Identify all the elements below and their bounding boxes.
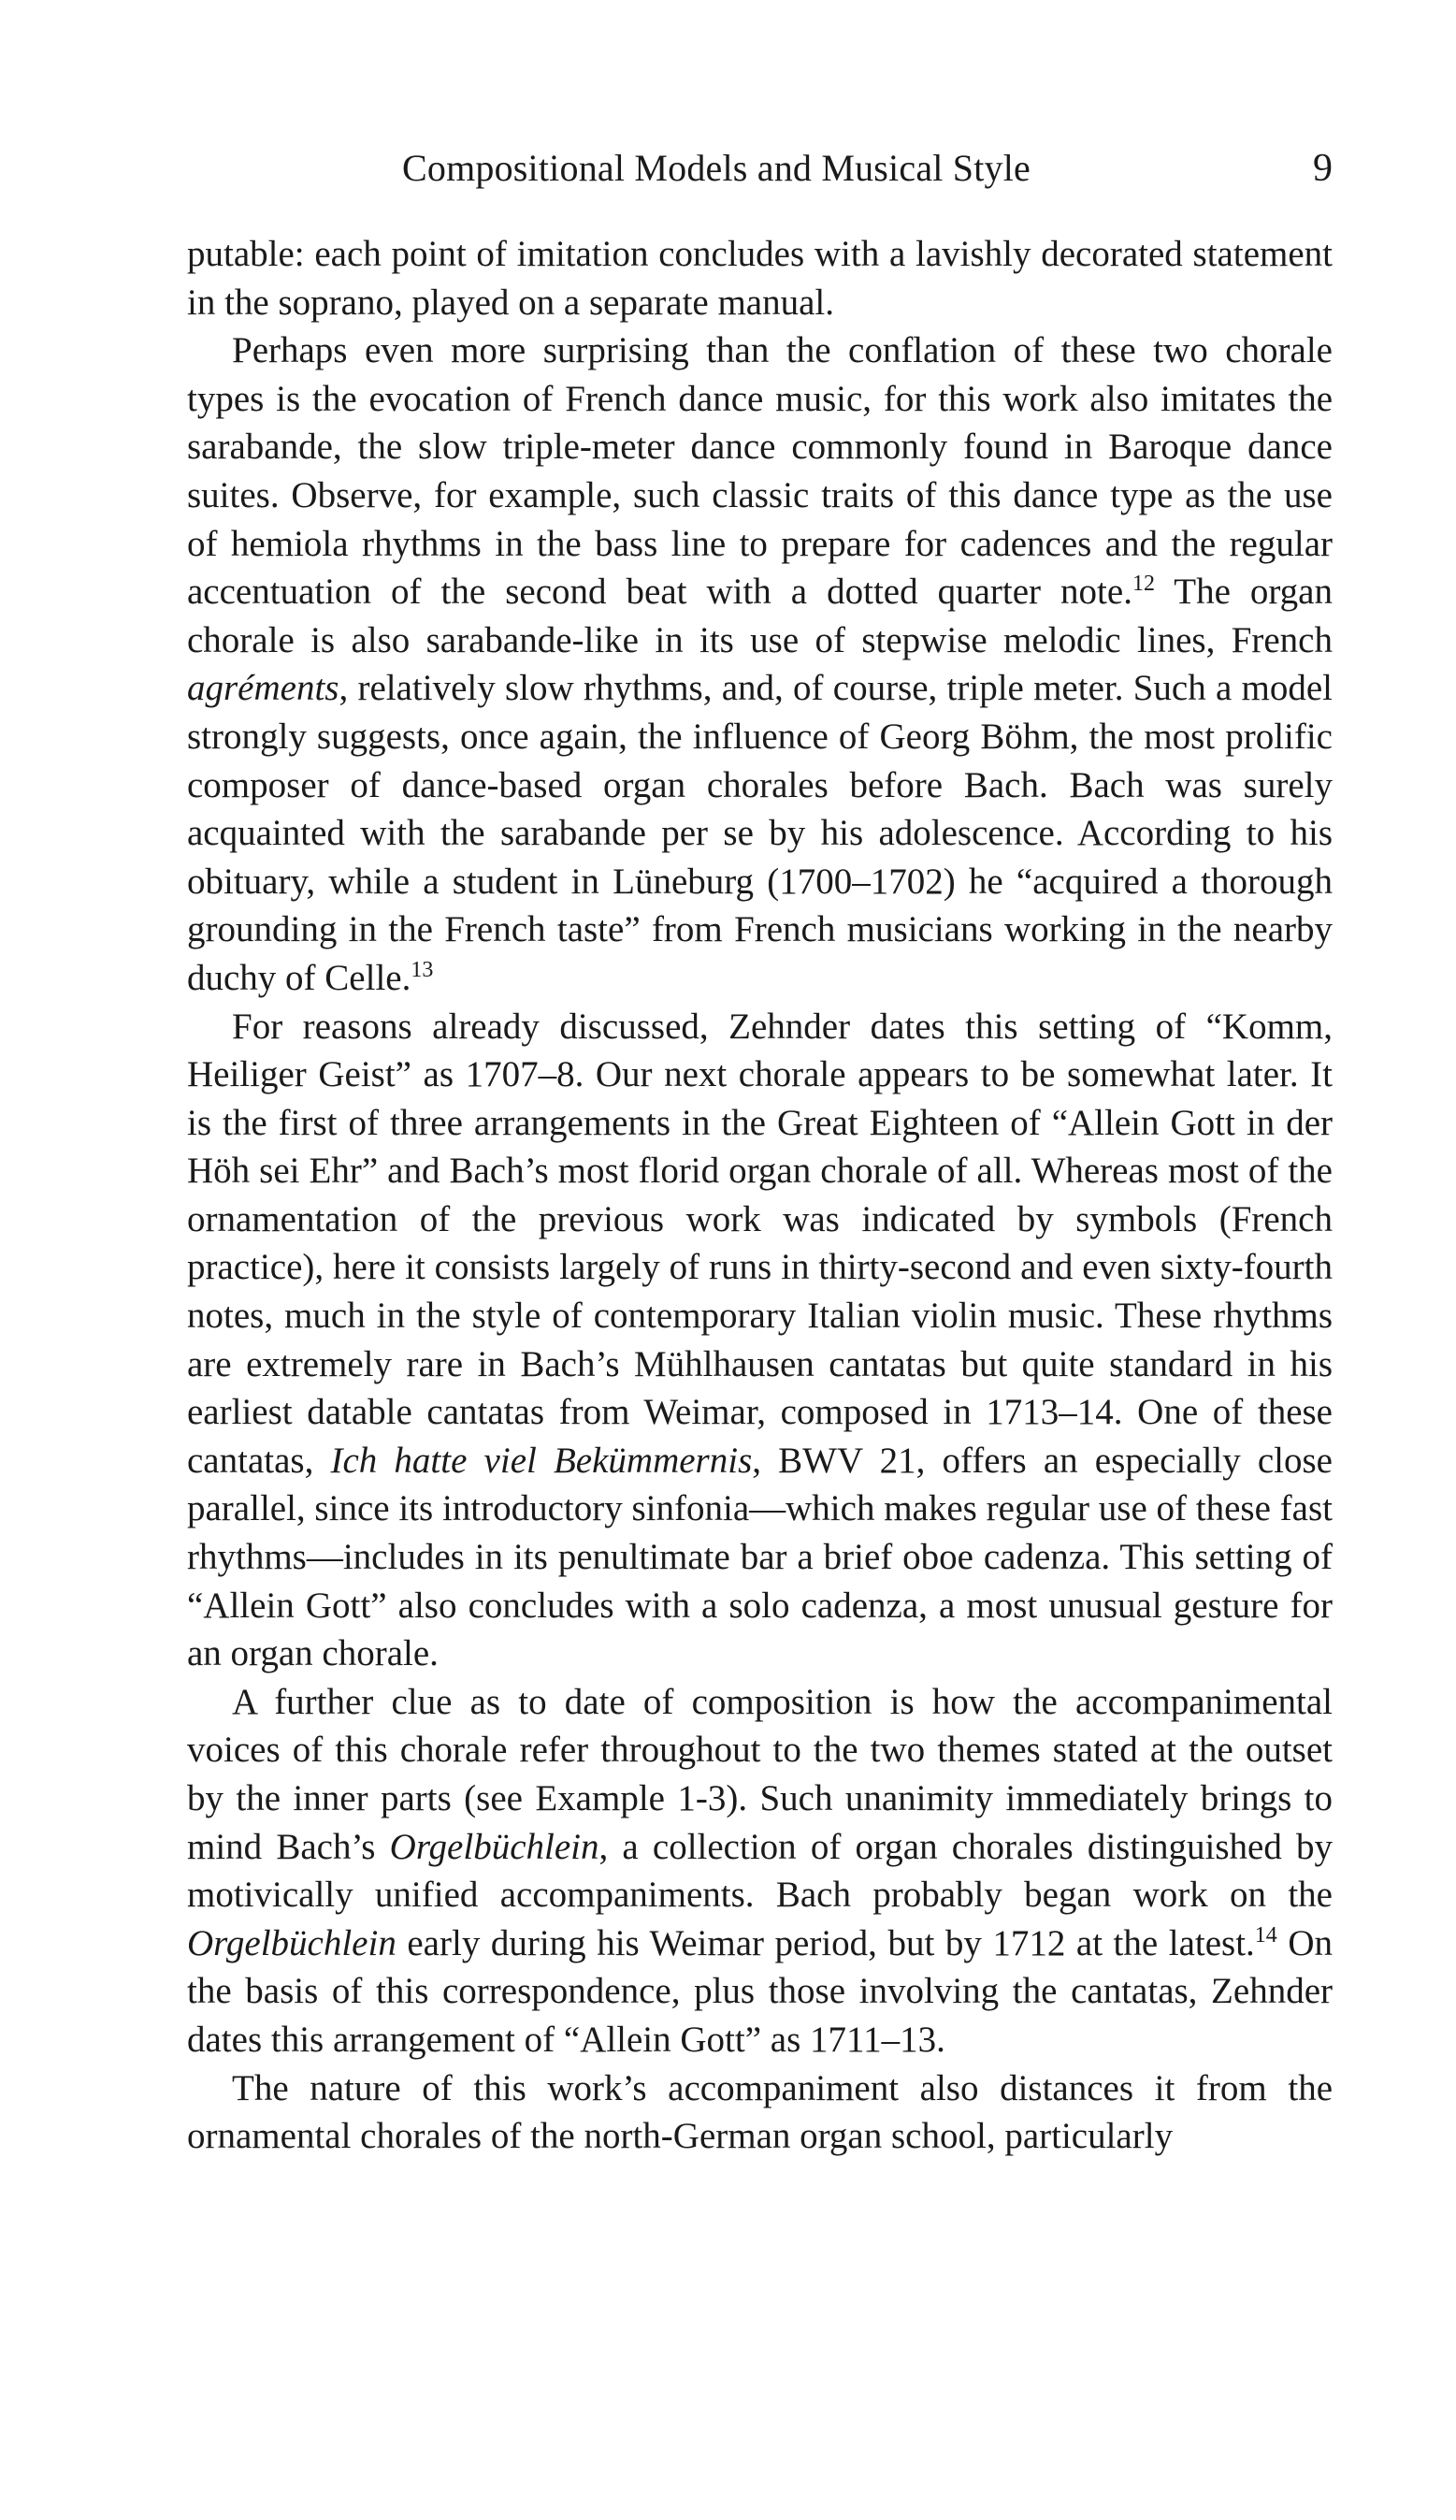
paragraph — [187, 230, 1333, 326]
footnote-reference: 13 — [411, 957, 434, 982]
text-run: A further clue as to date of composition is how the accompanimental voices of this chorale refer throughout to the two themes stated at the outset by the inner parts (see Example 1-3). Such unanimity immediately brings to mind Bach’s — [187, 1681, 1333, 1867]
running-title: Compositional Models and Musical Style — [402, 147, 1031, 189]
text-run: putable: each point of imitation concludes with a lavishly decorated statement in the soprano, played on a separate manual. — [187, 234, 1333, 323]
paragraph — [187, 326, 1333, 1002]
italic-text: Ich hatte viel Bekümmernis — [330, 1440, 753, 1481]
running-header — [187, 140, 1333, 196]
text-run: On the basis of this correspondence, plus those involving the cantatas, Zehnder dates this arrangement of “Allein Gott” as 1711–13. — [187, 1922, 1333, 2060]
footnote-reference: 12 — [1132, 572, 1155, 597]
text-run: Perhaps even more surprising than the conflation of these two chorale types is the evocation of French dance music, for this work also imitates the sarabande, the slow triple-meter dance commonly found in Baroque dance suites. Observe, for example, such classic traits of this dance type as the use of hemiola rhythms in the bass line to prepare for cadences and the regular accentuation of the second beat with a dotted quarter note. — [187, 330, 1333, 613]
paragraph — [187, 2064, 1333, 2161]
text-run: , BWV 21, offers an especially close parallel, since its introductory sinfonia—which makes regular use of these fast rhythms—includes in its penultimate bar a brief oboe cadenza. This setting of “Allein Gott” also concludes with a solo cadenza, a most unusual gesture for an organ chorale. — [187, 1440, 1333, 1674]
text-run: early during his Weimar period, but by 1712 at the latest. — [396, 1922, 1255, 1963]
footnote-reference: 14 — [1254, 1922, 1277, 1948]
italic-text: Orgelbüchlein — [187, 1922, 396, 1963]
paragraph — [187, 1003, 1333, 1678]
italic-text: agréments — [187, 668, 339, 709]
text-run: , a collection of organ chorales distinguished by motivically unified accompaniments. Bach probably began work on the — [187, 1826, 1333, 1916]
text-run: , relatively slow rhythms, and, of course, triple meter. Such a model strongly suggests, once again, the influence of Georg Böhm, the most prolific composer of dance-based organ chorales before Bach. Bach was surely acquainted with the sarabande per se by his adolescence. According to his obituary, while a student in Lüneburg (1700–1702) he “acquired a thorough grounding in the French taste” from French musicians working in the nearby duchy of Celle. — [187, 668, 1333, 998]
page-number: 9 — [1313, 147, 1333, 190]
body-text — [187, 230, 1333, 2161]
text-run: The nature of this work’s accompaniment also distances it from the ornamental chorales of the north-German organ school, particularly — [187, 2067, 1333, 2157]
paragraph — [187, 1678, 1333, 2064]
text-run: The organ chorale is also sarabande-like in its use of stepwise melodic lines, French — [187, 572, 1333, 660]
text-run: For reasons already discussed, Zehnder dates this setting of “Komm, Heiliger Geist” as 1707–8. Our next chorale appears to be somewhat later. It is the first of three arrangements in the Great Eighteen of “Allein Gott in der Höh sei Ehr” and Bach’s most florid organ chorale of all. Whereas most of the ornamentation of the previous work was indicated by symbols (French practice), here it consists largely of runs in thirty-second and even sixty-fourth notes, much in the style of contemporary Italian violin music. These rhythms are extremely rare in Bach’s Mühlhausen cantatas but quite standard in his earliest datable cantatas from Weimar, composed in 1713–14. One of these cantatas, — [187, 1006, 1333, 1481]
italic-text: Orgelbüchlein — [389, 1826, 599, 1867]
